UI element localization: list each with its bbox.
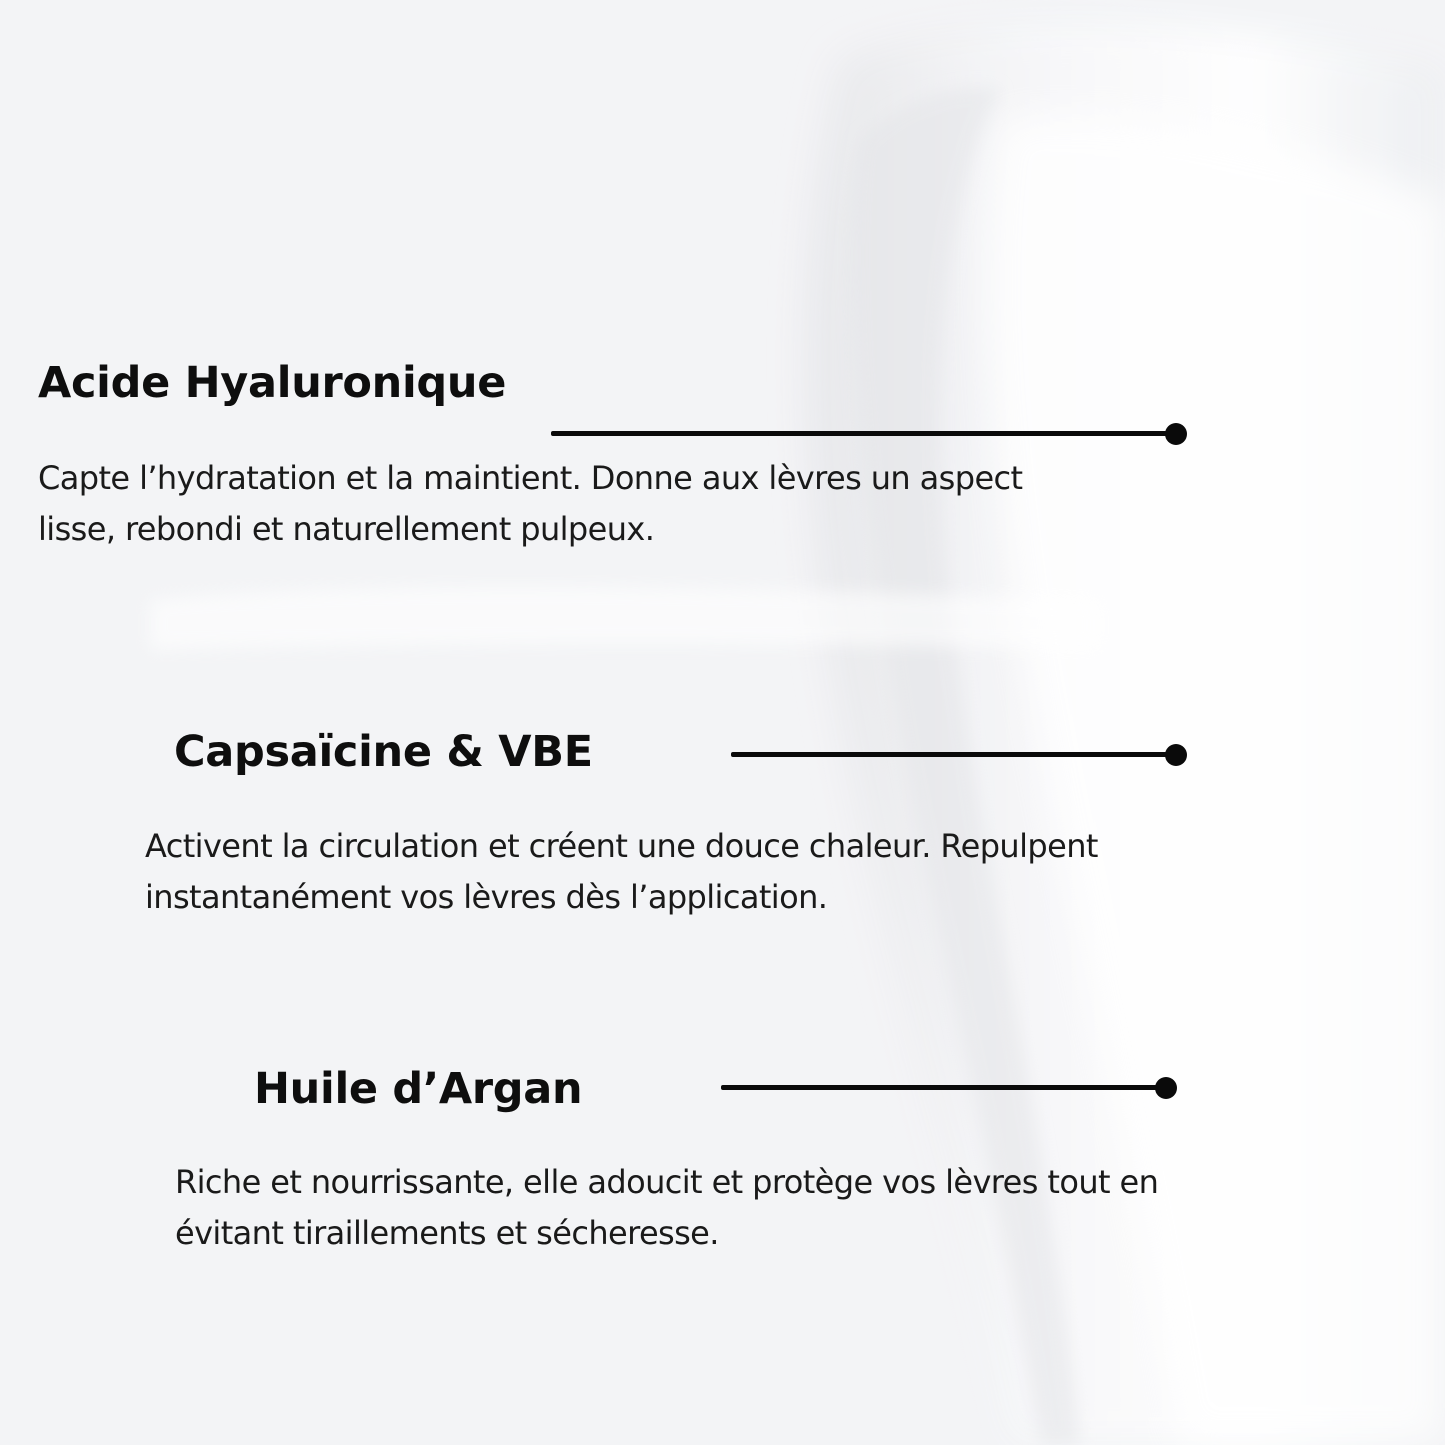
connector-line-1 — [551, 431, 1173, 436]
connector-dot-1 — [1165, 423, 1187, 445]
ingredient-description-2-line2: instantanément vos lèvres dès l’application. — [145, 878, 828, 916]
ingredient-title-capsaicine-vbe: Capsaïcine & VBE — [174, 727, 593, 777]
connector-line-2 — [731, 752, 1173, 757]
ingredient-description-3-line1: Riche et nourrissante, elle adoucit et protège vos lèvres tout en — [175, 1163, 1159, 1201]
connector-dot-2 — [1165, 744, 1187, 766]
ingredient-description-2-line1: Activent la circulation et créent une douce chaleur. Repulpent — [145, 827, 1098, 865]
ingredient-title-acide-hyaluronique: Acide Hyaluronique — [38, 358, 507, 408]
ingredient-description-1-line1: Capte l’hydratation et la maintient. Donne aux lèvres un aspect — [38, 459, 1023, 497]
connector-dot-3 — [1155, 1077, 1177, 1099]
ingredient-description-3-line2: évitant tiraillements et sécheresse. — [175, 1214, 719, 1252]
ingredient-title-huile-argan: Huile d’Argan — [254, 1064, 583, 1114]
connector-line-3 — [721, 1085, 1165, 1090]
ingredient-description-1-line2: lisse, rebondi et naturellement pulpeux. — [38, 510, 655, 548]
